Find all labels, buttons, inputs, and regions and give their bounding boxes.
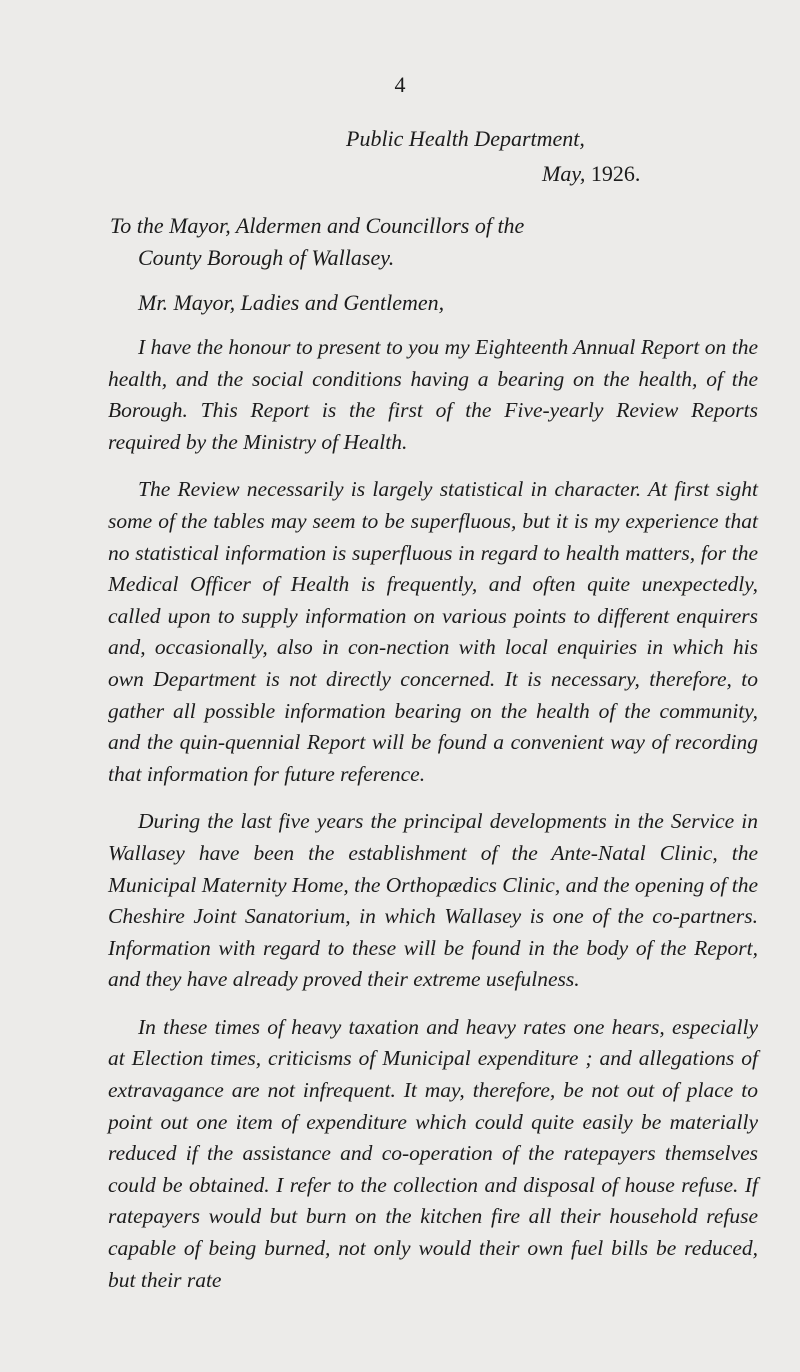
address-line-2: County Borough of Wallasey. bbox=[138, 245, 395, 270]
letter-body bbox=[108, 332, 758, 1312]
paragraph-4: In these times of heavy taxation and heavy rates one hears, especially at Election times, criticisms of Municipal expenditure ; and allegations of extravagance are not infrequent. It may, therefore, be not out of place to point out one item of expenditure which could quite easily be materially reduced if the assistance and co-operation of the ratepayers themselves could be obtained. I refer to the collection and disposal of house refuse. If ratepayers would but burn on the kitchen fire all their household refuse capable of being burned, not only would their own fuel bills be reduced, but their rate bbox=[108, 1014, 758, 1292]
page-number: 4 bbox=[394, 72, 406, 97]
department-heading: Public Health Department, bbox=[346, 126, 585, 151]
paragraph-2: The Review necessarily is largely statistical in character. At first sight some of the tables may seem to be superfluous, but it is my experience that no statistical information is superfluous in regard to health matters, for the Medical Officer of Health is frequently, and often quite unexpectedly, called upon to supply information on various points to different enquirers and, occasionally, also in con-nection with local enquiries in which his own Department is not directly concerned. It is necessary, therefore, to gather all possible information bearing on the health of the community, and the quin-quennial Report will be found a convenient way of recording that information for future reference. bbox=[108, 477, 758, 786]
address-line-1: To the Mayor, Aldermen and Councillors of the bbox=[110, 213, 525, 238]
date-month: May, bbox=[542, 161, 586, 186]
date-year: 1926. bbox=[590, 161, 641, 186]
salutation: Mr. Mayor, Ladies and Gentlemen, bbox=[138, 290, 445, 315]
paragraph-1: I have the honour to present to you my Eighteenth Annual Report on the health, and the social conditions having a bearing on the health, of the Borough. This Report is the first of the Five-yearly Review Reports required by the Ministry of Health. bbox=[108, 335, 758, 454]
report-date bbox=[542, 161, 800, 187]
paragraph-3: During the last five years the principal developments in the Service in Wallasey have been the establishment of the Ante-Natal Clinic, the Municipal Maternity Home, the Orthopædics Clinic, and the opening of the Cheshire Joint Sanatorium, in which Wallasey is one of the co-partners. Information with regard to these will be found in the body of the Report, and they have already proved their extreme usefulness. bbox=[108, 809, 758, 992]
address-block bbox=[110, 210, 750, 274]
